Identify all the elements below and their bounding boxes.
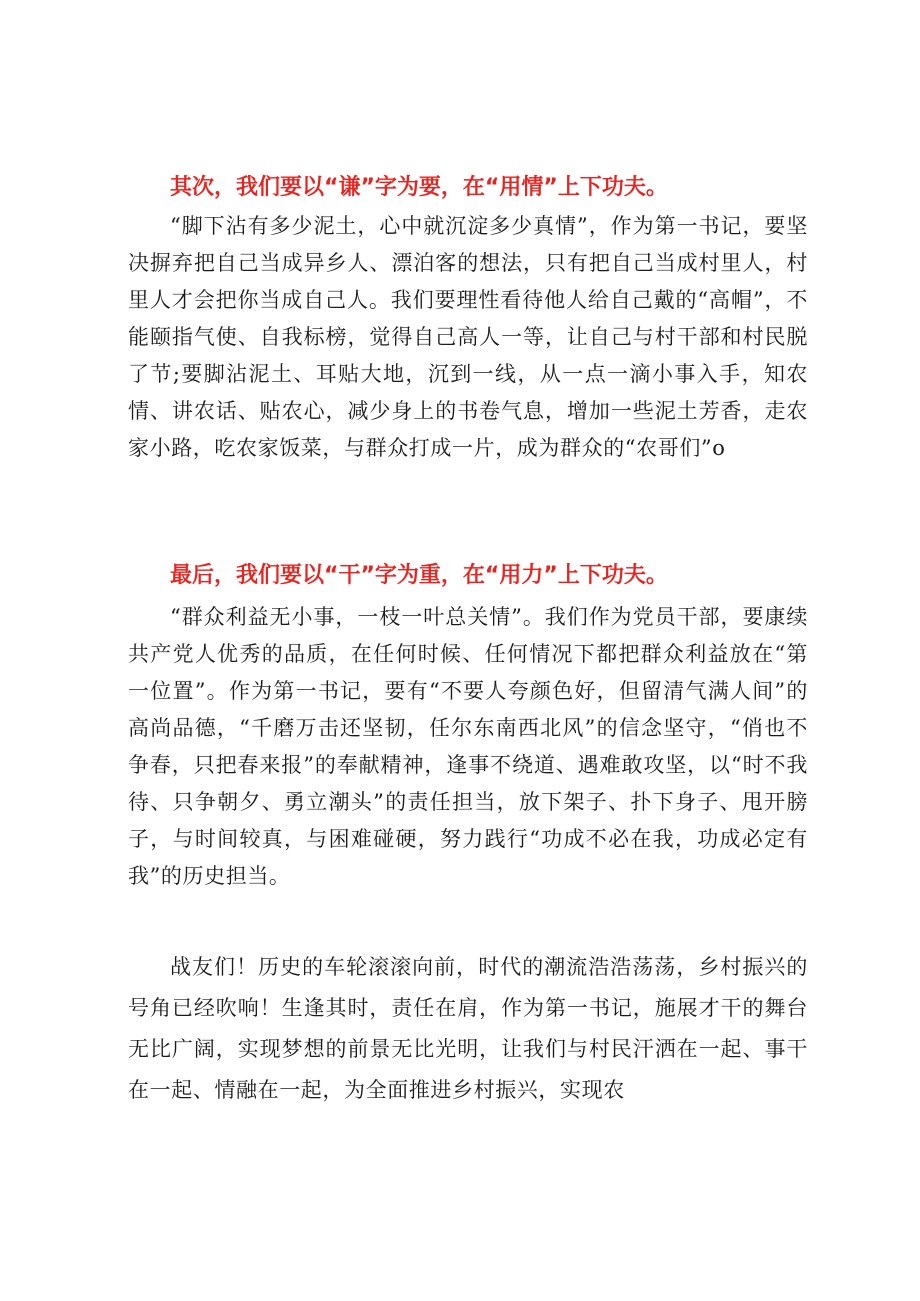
- paragraph-action: “群众利益无小事，一枝一叶总关情”。我们作为党员干部，要康续共产党人优秀的品质，在任何时候、任何情况下都把群众利益放在“第一位置”。作为第一书记，要有“不要人夸颜色好，但留清气满人间”的高尚品德，“千磨万击还坚韧，任尔东南西北风”的信念坚守，“俏也不争春，只把春来报”的奉献精神，逢事不绕道、遇难敢攻坚，以“时不我待、只争朝夕、勇立潮头”的责任担当，放下架子、扑下身子、甩开膀子，与时间较真，与困难碰硬，努力践行“功成不必在我，功成必定有我”的历史担当。: [128, 605, 808, 888]
- section-heading-humility: 其次，我们要以“谦”字为要，在“用情”上下功夫。: [170, 175, 668, 200]
- paragraph-closing: 战友们！历史的车轮滚滚向前，时代的潮流浩浩荡荡，乡村振兴的号角已经吹响！生逢其时，责任在肩，作为第一书记，施展才干的舞台无比广阔，实现梦想的前景无比光明，让我们与村民汗洒在一起、事干在一起、情融在一起，为全面推进乡村振兴，实现农: [128, 955, 808, 1102]
- paragraph-humility: “脚下沾有多少泥土，心中就沉淀多少真情”，作为第一书记，要坚决摒弃把自己当成异乡人、漂泊客的想法，只有把自己当成村里人，村里人才会把你当成自己人。我们要理性看待他人给自己戴的“高帽”，不能颐指气使、自我标榜，觉得自己高人一等，让自己与村干部和村民脱了节;要脚沾泥土、耳贴大地，沉到一线，从一点一滴小事入手，知农情、讲农话、贴农心，减少身上的书卷气息，增加一些泥土芳香，走农家小路，吃农家饭菜，与群众打成一片，成为群众的“农哥们”o: [128, 214, 808, 460]
- section-heading-action: 最后，我们要以“干”字为重，在“用力”上下功夫。: [170, 563, 668, 588]
